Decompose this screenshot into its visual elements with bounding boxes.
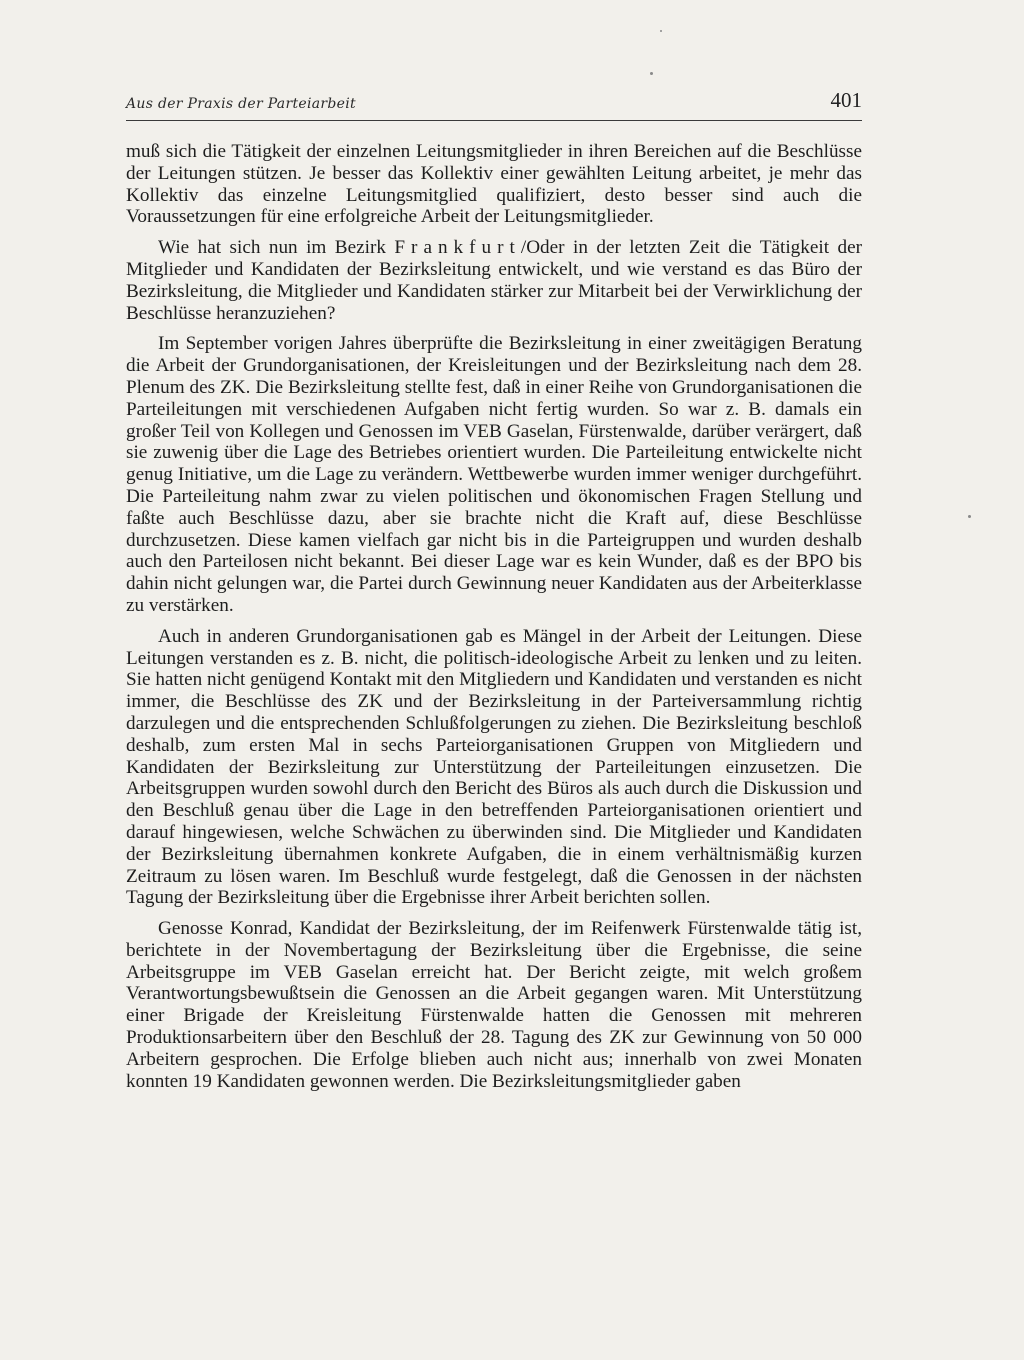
spaced-place-name: Frankfurt <box>394 237 521 259</box>
paragraph-3: Im September vorigen Jahres überprüfte die Bezirksleitung in einer zweitägigen Beratung die Arbeit der Grundorganisationen, der Kreisleitungen und der Bezirksleitung nach dem 28. Plenum des ZK. Die Bezirksleitung stellte fest, daß in einer Reihe von Grundorganisationen die Parteileitungen mit verschiedenen Aufgaben nicht fertig wurden. So war z. B. damals ein großer Teil von Kollegen und Genossen im VEB Gaselan, Fürstenwalde, darüber verärgert, daß sie zuwenig über die Lage des Betriebes orientiert wurden. Die Parteileitung entwickelte nicht genug Initiative, um die Lage zu verändern. Wettbewerbe wurden immer weniger durchgeführt. Die Parteileitung nahm zwar zu vielen politischen und ökonomischen Fragen Stellung und faßte auch Beschlüsse dazu, aber sie brachte nicht die Kraft auf, diese Beschlüsse durchzusetzen. Diese kamen vielfach gar nicht bis in die Parteigruppen und wurden deshalb auch den Parteilosen nicht bekannt. Bei dieser Lage war es kein Wunder, daß es der BPO bis dahin nicht gelungen war, die Partei durch Gewinnung neuer Kandidaten aus der Arbeiterklasse zu verstärken. <box>126 333 862 616</box>
paragraph-5: Genosse Konrad, Kandidat der Bezirksleitung, der im Reifenwerk Fürstenwalde tätig ist, berichtete in der Novembertagung der Bezirksleitung über die Ergebnisse, die seine Arbeitsgruppe im VEB Gaselan erreicht hat. Der Bericht zeigte, mit welch großem Verantwortungsbewußtsein die Genossen an die Arbeit gegangen waren. Mit Unterstützung einer Brigade der Kreisleitung Fürstenwalde hatten die Genossen mit mehreren Produktionsarbeitern über den Beschluß der 28. Tagung des ZK zur Gewinnung von 50 000 Arbeitern gesprochen. Die Erfolge blieben auch nicht aus; innerhalb von zwei Monaten konnten 19 Kandidaten gewonnen werden. Die Bezirksleitungsmitglieder gaben <box>126 918 862 1092</box>
body-text <box>126 141 862 1092</box>
running-head: Aus der Praxis der Parteiarbeit <box>126 96 356 112</box>
paragraph-4: Auch in anderen Grundorganisationen gab es Mängel in der Arbeit der Leitungen. Diese Leitungen verstanden es z. B. nicht, die politisch-ideologische Arbeit zu lenken und zu leiten. Sie hatten nicht genügend Kontakt mit den Mitgliedern und Kandidaten und verstanden es nicht immer, die Beschlüsse des ZK und der Bezirksleitung in der Parteiversammlung richtig darzulegen und die entsprechenden Schlußfolgerungen zu ziehen. Die Bezirksleitung beschloß deshalb, zum ersten Mal in sechs Parteiorganisationen Gruppen von Mitgliedern und Kandidaten der Bezirksleitung zur Unterstützung der Parteileitungen einzusetzen. Die Arbeitsgruppen wurden sowohl durch den Bericht des Büros als auch durch die Diskussion und den Beschluß genau über die Lage in den betreffenden Parteiorganisationen orientiert und darauf hingewiesen, welche Schwächen zu überwinden sind. Die Mitglieder und Kandidaten der Bezirksleitung übernahmen konkrete Aufgaben, die in einem verhältnismäßig kurzen Zeitraum zu lösen waren. Im Beschluß wurde festgelegt, daß die Genossen in der nächsten Tagung der Bezirksleitung über die Ergebnisse ihrer Arbeit berichten sollen. <box>126 625 862 909</box>
paper-speck <box>650 72 653 75</box>
paragraph-2-rest: /Oder in der letzten Zeit die Tätigkeit der Mitglieder und Kandidaten der Bezirksleitung entwickelt, und wie verstand es das Büro der Bezirksleitung, die Mitglieder und Kandidaten stärker zur Mitarbeit bei der Verwirklichung der Beschlüsse heranzuziehen? <box>126 237 862 324</box>
paper-speck <box>968 515 971 518</box>
page-number: 401 <box>830 88 862 112</box>
paragraph-2 <box>126 237 862 324</box>
page-header <box>126 86 862 121</box>
paragraph-1: muß sich die Tätigkeit der einzelnen Leitungsmitglieder in ihren Bereichen auf die Beschlüsse der Leitungen stützen. Je besser das Kollektiv einer gewählten Leitung arbeitet, je mehr das Kollektiv das einzelne Leitungsmitglied qualifiziert, desto besser sind auch die Voraussetzungen für eine erfolgreiche Arbeit der Leitungsmitglieder. <box>126 141 862 228</box>
paper-speck <box>660 30 662 32</box>
paragraph-2-start: Wie hat sich nun im Bezirk <box>158 237 395 259</box>
